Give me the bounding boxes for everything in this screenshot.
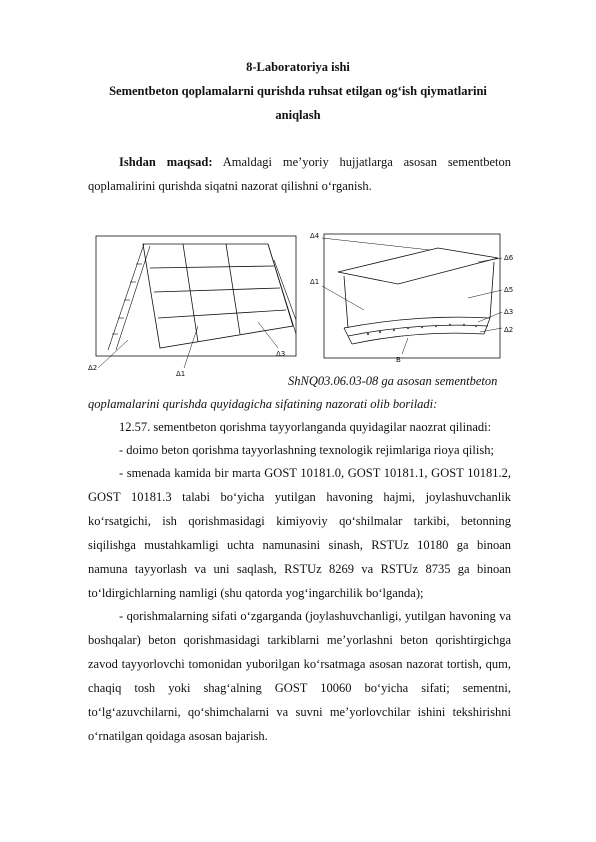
goal-line-2: qoplamalirini qurishda siqatni nazorat qilishni o‘rganish. [88, 179, 372, 193]
label-d5: Δ5 [504, 286, 514, 294]
body-line-2: - doimo beton qorishma tayyorlashning texnologik rejimlariga rioya qilish; [119, 443, 494, 457]
goal-line-1 [119, 155, 511, 170]
label-d1: Δ1 [176, 370, 186, 378]
pavement-slab-figure [88, 230, 300, 380]
label-b: B [396, 356, 401, 364]
label-d6: Δ6 [504, 254, 514, 262]
cross-section-figure [308, 228, 520, 370]
body-line-9: - qorishmalarning sifati o‘zgarganda (joylashuvchanligi, yutilgan havoning va [119, 609, 511, 623]
body-line-8: to‘ldirgichlarning namligi (shu qatorda yog‘ingarchilik bo‘lganda); [88, 586, 424, 600]
lab-title: 8-Laboratoriya ishi [246, 60, 350, 74]
label-d1: Δ1 [310, 278, 320, 286]
caption-line-2: qoplamalarini qurishda quyidagicha sifatining nazorati olib boriladi: [88, 397, 438, 411]
label-d4: Δ4 [310, 232, 320, 240]
subtitle-line-1: Sementbeton qoplamalarni qurishda ruhsat etilgan og‘ish qiymatlarini [109, 84, 487, 98]
body-line-13: to‘lg‘azuvchilarni, qo‘shimchalarni va suvni me’yorlovchilar ishini tekshirishni [88, 705, 511, 719]
body-line-14: o‘rnatilgan qoidaga asosan bajarish. [88, 729, 268, 743]
caption-line-1: ShNQ03.06.03-08 ga asosan sementbeton [288, 374, 498, 388]
body-line-11: zavod tayyorlovchi tomonidan yuborilgan ko‘rsatmaga asosan nazorat tortish, qum, [88, 657, 511, 671]
body-line-3: - smenada kamida bir marta GOST 10181.0, GOST 10181.1, GOST 10181.2, [119, 466, 511, 480]
body-line-6: siqilishga mustahkamligi uchta namunasini sinash, RSTUz 10180 ga binoan [88, 538, 511, 552]
label-d2: Δ2 [88, 364, 98, 372]
body-line-12: chaqiq tosh yoki shag‘alning GOST 10060 bo‘yicha sifati; sementni, [88, 681, 511, 695]
body-line-7: namuna tayyorlash va uni saqlash, RSTUz 8269 va RSTUz 8735 ga binoan [88, 562, 511, 576]
label-d2: Δ2 [504, 326, 514, 334]
goal-text: Amaldagi me’yoriy hujjatlarga asosan sementbeton [222, 155, 511, 169]
body-line-5: ko‘rsatgichi, ish qorishmasidagi kimiyoviy qo‘shilmalar tarkibi, betonning [88, 514, 511, 528]
label-d3: Δ3 [504, 308, 514, 316]
body-line-1: 12.57. sementbeton qorishma tayyorlanganda quyidagilar naozrat qilinadi: [119, 420, 492, 434]
goal-label: Ishdan maqsad: [119, 155, 213, 169]
subtitle-line-2: aniqlash [275, 108, 321, 122]
body-line-10: boshqalar) beton qorishmasidagi tarkiblarni me’yorlashni beton qorishtirgichga [88, 633, 511, 647]
label-d3: Δ3 [276, 350, 286, 358]
body-line-4: GOST 10181.3 talabi bo‘yicha yutilgan havoning hajmi, joylashuvchanlik [88, 490, 511, 504]
